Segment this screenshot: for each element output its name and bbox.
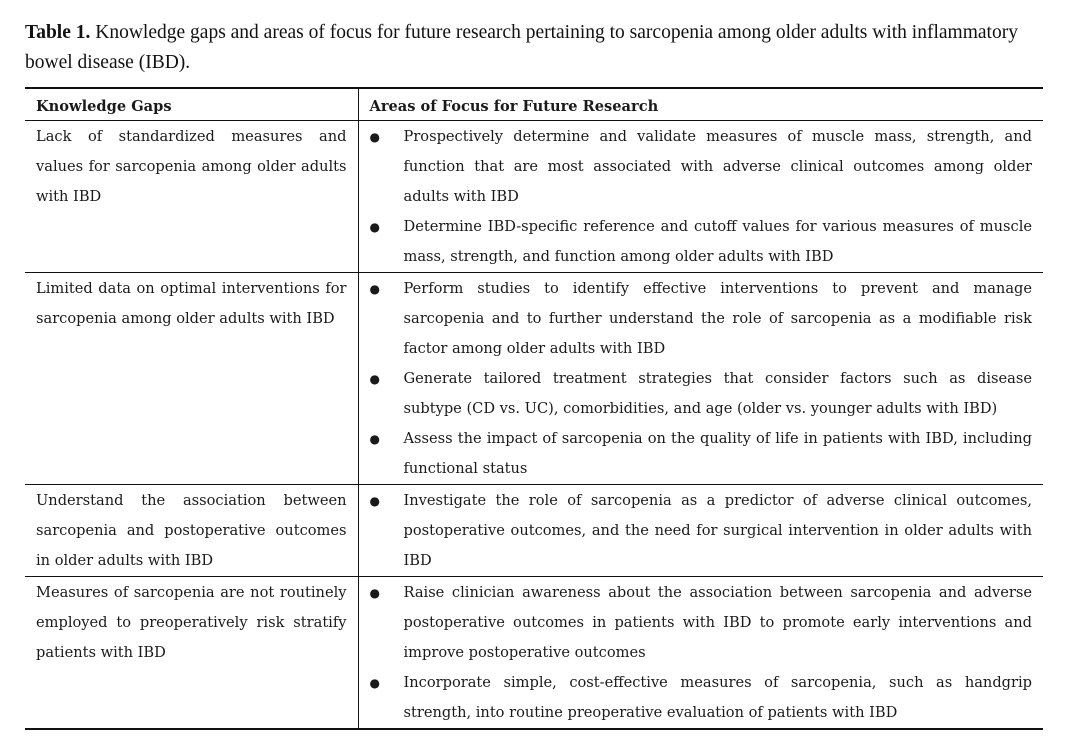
focus-item-text: Investigate the role of sarcopenia as a predictor of adverse clinical outcomes, postoperative outcomes, and the need for surgical intervention in older adults with IBD [403,492,1032,569]
focus-list [359,121,1044,272]
focus-cell [358,577,1043,730]
focus-item [359,424,1033,484]
focus-list [359,577,1044,728]
focus-item-text: Prospectively determine and validate measures of muscle mass, strength, and function that are most associated with adverse clinical outcomes among older adults with IBD [403,128,1032,205]
focus-item [359,274,1033,364]
gap-cell: Limited data on optimal interventions for sarcopenia among older adults with IBD [25,273,358,485]
focus-item-text: Assess the impact of sarcopenia on the quality of life in patients with IBD, including functional status [403,430,1032,477]
focus-item-text: Perform studies to identify effective interventions to prevent and manage sarcopenia and to further understand the role of sarcopenia as a modifiable risk factor among older adults with IBD [403,280,1032,357]
table-row [25,577,1043,730]
focus-item [359,578,1033,668]
bullet-icon: ● [369,220,380,234]
focus-item [359,486,1033,576]
table-caption-label: Table 1. [25,22,91,43]
bullet-icon: ● [369,676,380,690]
gap-cell: Lack of standardized measures and values for sarcopenia among older adults with IBD [25,121,358,273]
focus-cell [358,485,1043,577]
focus-item-text: Raise clinician awareness about the association between sarcopenia and adverse postoperative outcomes in patients with IBD to promote early interventions and improve postoperative outcomes [403,584,1032,661]
bullet-icon: ● [369,130,380,144]
table-header-row [25,88,1043,121]
focus-item [359,212,1033,272]
bullet-icon: ● [369,282,380,296]
table-row [25,121,1043,273]
focus-item [359,122,1033,212]
focus-list [359,485,1044,576]
table-row [25,273,1043,485]
focus-item-text: Determine IBD-specific reference and cutoff values for various measures of muscle mass, strength, and function among older adults with IBD [403,218,1032,265]
focus-list [359,273,1044,484]
table-row [25,485,1043,577]
gap-cell: Measures of sarcopenia are not routinely employed to preoperatively risk stratify patients with IBD [25,577,358,730]
focus-item [359,364,1033,424]
focus-item [359,668,1033,728]
focus-cell [358,121,1043,273]
gap-cell: Understand the association between sarcopenia and postoperative outcomes in older adults with IBD [25,485,358,577]
focus-item-text: Generate tailored treatment strategies that consider factors such as disease subtype (CD vs. UC), comorbidities, and age (older vs. younger adults with IBD) [403,370,1032,417]
bullet-icon: ● [369,432,380,446]
knowledge-gaps-table [25,87,1043,730]
header-knowledge-gaps: Knowledge Gaps [25,88,358,121]
focus-cell [358,273,1043,485]
header-areas-of-focus: Areas of Focus for Future Research [369,98,659,115]
table-caption [25,18,1055,78]
focus-item-text: Incorporate simple, cost-effective measures of sarcopenia, such as handgrip strength, into routine preoperative evaluation of patients with IBD [403,674,1032,721]
bullet-icon: ● [369,586,380,600]
bullet-icon: ● [369,494,380,508]
table-caption-text: Knowledge gaps and areas of focus for future research pertaining to sarcopenia among older adults with inflammatory bowel disease (IBD). [25,22,1018,73]
bullet-icon: ● [369,372,380,386]
